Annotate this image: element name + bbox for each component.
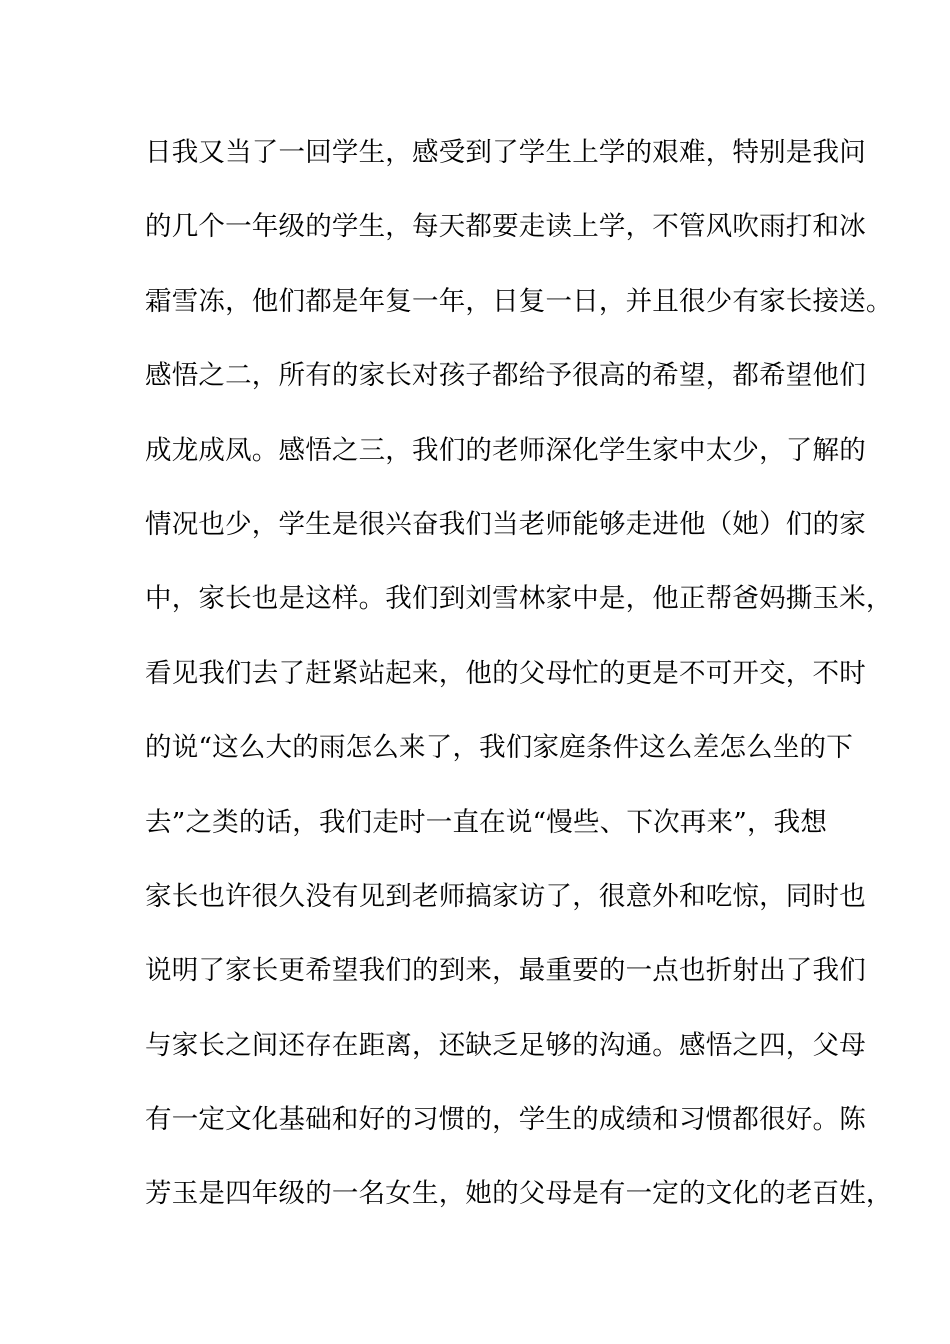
- text-line: 与家长之间还存在距离，还缺乏足够的沟通。感悟之四，父母: [145, 1029, 866, 1061]
- text-line: 霜雪冻，他们都是年复一年，日复一日，并且很少有家长接送。: [145, 285, 893, 317]
- text-line: 芳玉是四年级的一名女生，她的父母是有一定的文化的老百姓，: [145, 1178, 893, 1210]
- text-line: 说明了家长更希望我们的到来，最重要的一点也折射出了我们: [145, 955, 866, 987]
- text-line: 成龙成凤。感悟之三，我们的老师深化学生家中太少，了解的: [145, 434, 866, 466]
- text-line: 中，家长也是这样。我们到刘雪林家中是，他正帮爸妈撕玉米，: [145, 583, 893, 615]
- body-text: [145, 131, 893, 1247]
- text-line: 的几个一年级的学生，每天都要走读上学，不管风吹雨打和冰: [145, 211, 866, 243]
- text-line: 日我又当了一回学生，感受到了学生上学的艰难，特别是我问: [145, 137, 866, 168]
- text-line: 家长也许很久没有见到老师搞家访了，很意外和吃惊，同时也: [145, 880, 866, 912]
- text-line: 的说“这么大的雨怎么来了，我们家庭条件这么差怎么坐的下: [145, 732, 853, 764]
- text-line: 看见我们去了赶紧站起来，他的父母忙的更是不可开交，不时: [145, 657, 866, 689]
- text-line: 感悟之二，所有的家长对孩子都给予很高的希望，都希望他们: [145, 360, 866, 392]
- text-line: 情况也少，学生是很兴奋我们当老师能够走进他（她）们的家: [145, 508, 866, 540]
- text-line: 去”之类的话，我们走时一直在说“慢些、下次再来”，我想: [145, 806, 828, 838]
- text-line: 有一定文化基础和好的习惯的，学生的成绩和习惯都很好。陈: [145, 1104, 866, 1136]
